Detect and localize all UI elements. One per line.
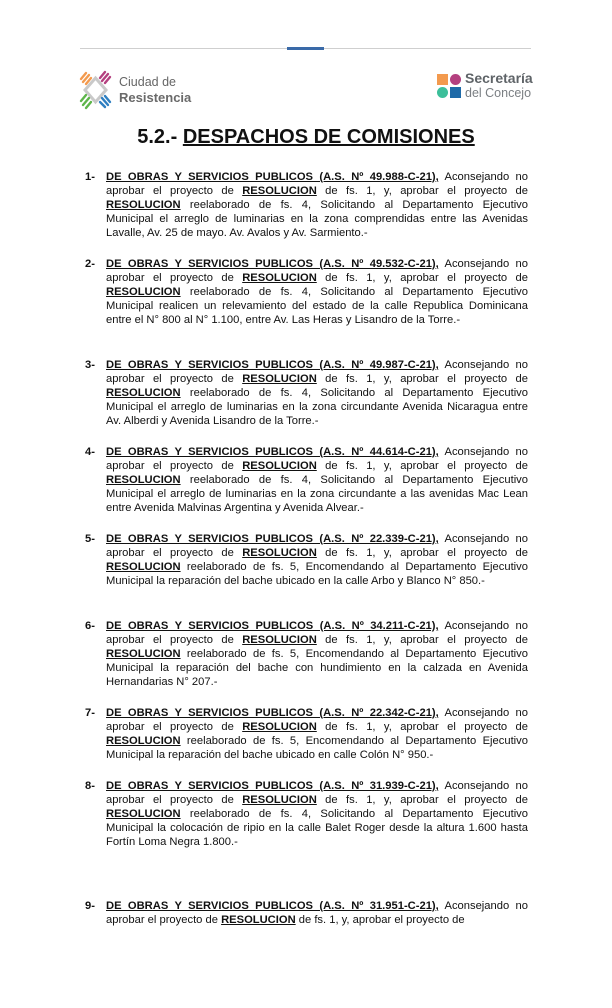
logo-left-line2: Resistencia: [119, 90, 192, 105]
item-resolucion-1: RESOLUCION: [242, 721, 317, 733]
item-text-2: de fs. 1, y, aprobar el proyecto de: [316, 373, 528, 385]
orange-square-icon: [437, 74, 448, 85]
despacho-item: [85, 706, 528, 762]
item-body: [106, 170, 528, 240]
item-text-2: de fs. 1, y, aprobar el proyecto de: [295, 914, 465, 926]
item-heading: DE OBRAS Y SERVICIOS PUBLICOS (A.S. Nº 34.211-C-21),: [106, 620, 439, 632]
item-text-2: de fs. 1, y, aprobar el proyecto de: [316, 272, 528, 284]
item-body: [106, 532, 528, 588]
item-number: 8-: [85, 780, 95, 792]
item-number: 5-: [85, 533, 95, 545]
despacho-item: [85, 779, 528, 849]
item-text-2: de fs. 1, y, aprobar el proyecto de: [316, 721, 528, 733]
secretaria-marks-icon: [437, 74, 461, 98]
item-resolucion-2: RESOLUCION: [106, 808, 181, 820]
header-accent-bar: [287, 47, 324, 50]
item-resolucion-1: RESOLUCION: [242, 634, 317, 646]
item-text-3: reelaborado de fs. 5, Encomendando al Departamento Ejecutivo Municipal la reparación del bache con hundimiento en la calzada en Avenida Hernandarias N° 207.-: [106, 648, 528, 688]
item-resolucion-1: RESOLUCION: [221, 914, 296, 926]
teal-circle-icon: [437, 87, 448, 98]
item-text-3: reelaborado de fs. 5, Encomendando al Departamento Ejecutivo Municipal la reparación del bache ubicado en calle Colón N° 950.-: [106, 735, 528, 761]
item-heading: DE OBRAS Y SERVICIOS PUBLICOS (A.S. Nº 31.939-C-21),: [106, 780, 439, 792]
item-text-1: Aconsejando no aprobar el proyecto de: [106, 446, 528, 472]
item-heading: DE OBRAS Y SERVICIOS PUBLICOS (A.S. Nº 44.614-C-21),: [106, 446, 439, 458]
item-text-2: de fs. 1, y, aprobar el proyecto de: [316, 794, 528, 806]
item-text-3: reelaborado de fs. 5, Encomendando al Departamento Ejecutivo Municipal la reparación del bache ubicado en la calle Arbo y Blanco N° 850.-: [106, 561, 528, 587]
item-text-1: Aconsejando no aprobar el proyecto de: [106, 359, 528, 385]
item-text-1: Aconsejando no aprobar el proyecto de: [106, 533, 528, 559]
item-body: [106, 706, 528, 762]
item-resolucion-2: RESOLUCION: [106, 387, 181, 399]
item-heading: DE OBRAS Y SERVICIOS PUBLICOS (A.S. Nº 49.532-C-21),: [106, 258, 439, 270]
item-text-1: Aconsejando no aprobar el proyecto de: [106, 707, 528, 733]
item-text-1: Aconsejando no aprobar el proyecto de: [106, 171, 528, 197]
item-body: [106, 779, 528, 849]
item-number: 6-: [85, 620, 95, 632]
item-number: 1-: [85, 171, 95, 183]
magenta-circle-icon: [450, 74, 461, 85]
title-prefix: 5.2.-: [137, 126, 183, 148]
item-body: [106, 899, 528, 927]
item-text-2: de fs. 1, y, aprobar el proyecto de: [316, 185, 528, 197]
resistencia-emblem-icon: [79, 69, 112, 111]
page-title: [0, 126, 612, 149]
item-body: [106, 358, 528, 428]
item-text-3: reelaborado de fs. 4, Solicitando al Departamento Ejecutivo Municipal el arreglo de luminarias en la zona circundante a las avenidas Mac Lean entre Avenida Malvinas Argentina y Avenida Alvear.-: [106, 474, 528, 514]
despacho-item: [85, 170, 528, 240]
item-resolucion-2: RESOLUCION: [106, 199, 181, 211]
item-number: 4-: [85, 446, 95, 458]
item-resolucion-1: RESOLUCION: [242, 794, 317, 806]
item-resolucion-2: RESOLUCION: [106, 561, 181, 573]
item-heading: DE OBRAS Y SERVICIOS PUBLICOS (A.S. Nº 22.339-C-21),: [106, 533, 439, 545]
despacho-item: [85, 532, 528, 588]
logo-right-line2: del Concejo: [465, 86, 532, 100]
despacho-item: [85, 445, 528, 515]
item-heading: DE OBRAS Y SERVICIOS PUBLICOS (A.S. Nº 49.988-C-21),: [106, 171, 439, 183]
item-resolucion-1: RESOLUCION: [242, 547, 317, 559]
item-resolucion-1: RESOLUCION: [242, 373, 317, 385]
despacho-item: [85, 899, 528, 927]
item-body: [106, 619, 528, 689]
item-text-1: Aconsejando no aprobar el proyecto de: [106, 620, 529, 646]
item-resolucion-1: RESOLUCION: [242, 272, 317, 284]
item-text-2: de fs. 1, y, aprobar el proyecto de: [316, 547, 528, 559]
item-text-2: de fs. 1, y, aprobar el proyecto de: [316, 634, 528, 646]
item-resolucion-2: RESOLUCION: [106, 474, 181, 486]
item-resolucion-2: RESOLUCION: [106, 286, 181, 298]
item-number: 7-: [85, 707, 95, 719]
item-body: [106, 445, 528, 515]
item-text-2: de fs. 1, y, aprobar el proyecto de: [316, 460, 528, 472]
item-heading: DE OBRAS Y SERVICIOS PUBLICOS (A.S. Nº 49.987-C-21),: [106, 359, 439, 371]
item-heading: DE OBRAS Y SERVICIOS PUBLICOS (A.S. Nº 22.342-C-21),: [106, 707, 439, 719]
item-text-1: Aconsejando no aprobar el proyecto de: [106, 780, 528, 806]
item-resolucion-1: RESOLUCION: [242, 460, 317, 472]
title-text: DESPACHOS DE COMISIONES: [182, 126, 475, 148]
despacho-item: [85, 619, 528, 689]
item-number: 2-: [85, 258, 95, 270]
item-text-3: reelaborado de fs. 4, Solicitando al Departamento Ejecutivo Municipal realicen un relevamiento del estado de la calle Republica Dominicana entre el N° 800 al N° 1.100, entre Av. Las Heras y Lisandro de la Torre.-: [106, 286, 528, 326]
item-number: 3-: [85, 359, 95, 371]
item-number: 9-: [85, 900, 95, 912]
item-text-1: Aconsejando no aprobar el proyecto de: [106, 258, 528, 284]
secretaria-del-concejo-logo: [437, 71, 533, 101]
item-text-3: reelaborado de fs. 4, Solicitando al Departamento Ejecutivo Municipal el arreglo de luminarias en la zona comprendidas entre las Avenidas Lavalle, Av. 25 de mayo. Av. Avalos y Av. Sarmiento.-: [106, 199, 528, 239]
despacho-item: [85, 358, 528, 428]
ciudad-de-resistencia-logo: [79, 69, 191, 111]
item-heading: DE OBRAS Y SERVICIOS PUBLICOS (A.S. Nº 31.951-C-21),: [106, 900, 439, 912]
item-resolucion-2: RESOLUCION: [106, 648, 181, 660]
item-resolucion-2: RESOLUCION: [106, 735, 181, 747]
logo-left-line1: Ciudad de: [119, 75, 176, 89]
blue-square-icon: [450, 87, 461, 98]
item-text-3: reelaborado de fs. 4, Solicitando al Departamento Ejecutivo Municipal la colocación de ripio en la calle Balet Roger desde la altura 1.600 hasta Fortín Loma Negra 1.800.-: [106, 808, 528, 848]
logo-right-line1: Secretaría: [465, 70, 533, 86]
item-resolucion-1: RESOLUCION: [242, 185, 317, 197]
item-body: [106, 257, 528, 327]
despacho-item: [85, 257, 528, 327]
item-text-1: Aconsejando no aprobar el proyecto de: [106, 900, 528, 926]
item-text-3: reelaborado de fs. 4, Solicitando al Departamento Ejecutivo Municipal el arreglo de luminarias en la zona circundante Avenida Nicaragua entre Av. Alberdi y Avenida Lisandro de la Torre.-: [106, 387, 528, 427]
